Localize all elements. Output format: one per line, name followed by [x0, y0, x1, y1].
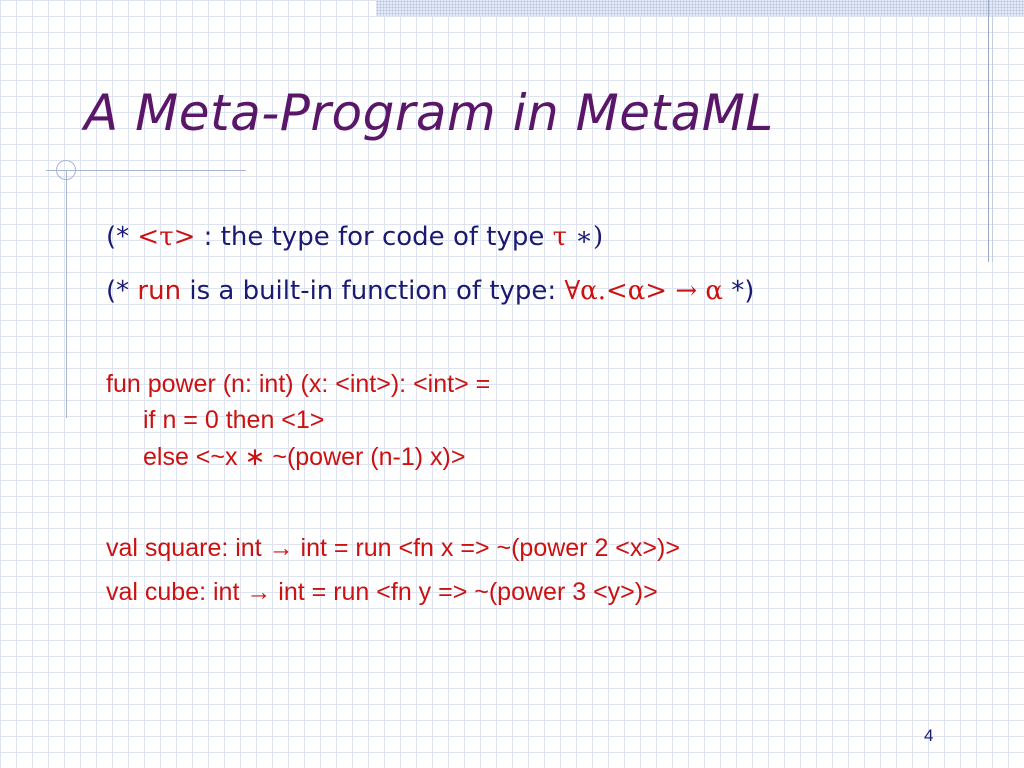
comment-line-code-type	[106, 222, 603, 252]
run-keyword: run	[137, 276, 182, 306]
square-definition: val square: int → int = run <fn x => ~(power 2 <x>)>	[106, 534, 680, 562]
title-underline	[46, 170, 246, 171]
power-function-header: fun power (n: int) (x: <int>): <int> =	[106, 370, 491, 398]
right-decorative-line-inner	[992, 0, 993, 262]
page-number: 4	[924, 726, 934, 745]
run-type-expression: ∀α.<α> → α	[564, 276, 723, 306]
code-type-expression: <τ>	[137, 222, 196, 252]
power-function-if-branch: if n = 0 then <1>	[143, 406, 325, 434]
comment-text: : the type for code of type	[195, 222, 553, 252]
left-decorative-line	[66, 170, 67, 418]
top-decorative-band	[376, 0, 1024, 16]
comment-line-run-type	[106, 276, 754, 306]
comment-close: ∗)	[567, 222, 604, 252]
cube-definition: val cube: int → int = run <fn y => ~(power 3 <y>)>	[106, 578, 658, 606]
comment-text: is a built-in function of type:	[181, 276, 565, 306]
right-decorative-line	[988, 0, 989, 262]
comment-open: (*	[106, 276, 138, 306]
comment-open: (*	[106, 222, 138, 252]
comment-close: *)	[722, 276, 755, 306]
slide-title: A Meta-Program in MetaML	[84, 84, 774, 142]
tau-symbol: τ	[552, 222, 568, 252]
power-function-else-branch: else <~x ∗ ~(power (n-1) x)>	[143, 443, 466, 471]
